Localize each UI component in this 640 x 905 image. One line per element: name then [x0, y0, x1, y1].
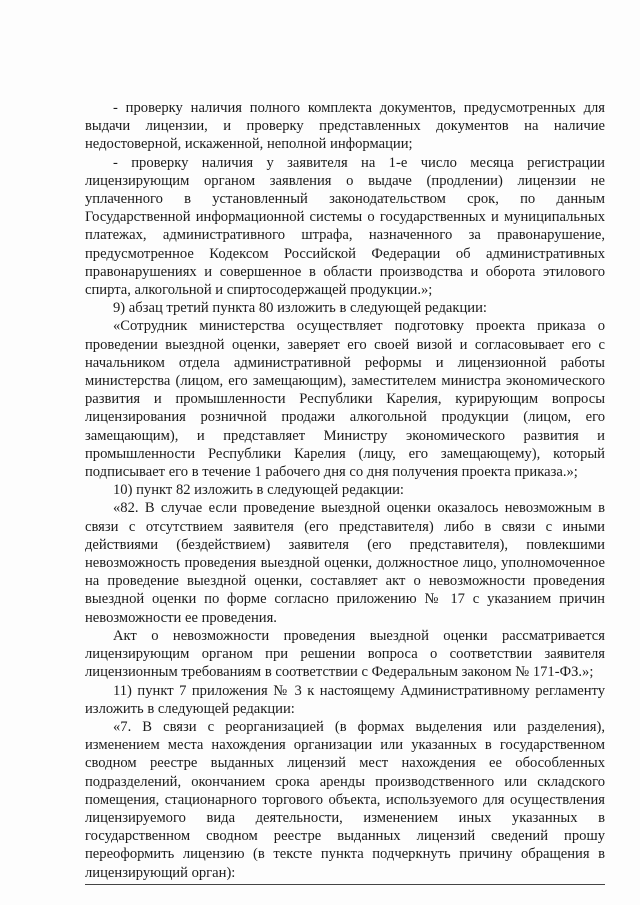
paragraph-act-review: Акт о невозможности проведения выездной оценки рассматривается лицензирующим органом при решении вопроса о соответствии заявителя лицензионным требованиям в соответствии с Федеральным законом № 171-ФЗ.»; — [85, 627, 605, 681]
document-body — [85, 99, 605, 882]
paragraph-item-11: 11) пункт 7 приложения № 3 к настоящему Административному регламенту изложить в следующей редакции: — [85, 682, 605, 717]
paragraph-item-10: 10) пункт 82 изложить в следующей редакции: — [113, 482, 404, 499]
paragraph-item-80-text: «Сотрудник министерства осуществляет подготовку проекта приказа о проведении выездной оценки, заверяет его своей визой и согласовывает его с начальником отдела административной реформы и лицензионной работы министерства (лицом, его замещающим), заместителем министра экономического развития и промышленности Республики Карелия, курирующим вопросы лицензирования розничной продажи алкогольной продукции (лицом, его замещающим), и представляет Министру экономического развития и промышленности Республики Карелия (лицу, его замещающему), который подписывает его в течение 1 рабочего дня со дня получения проекта приказа.»; — [85, 318, 605, 481]
paragraph-item-82-text: «82. В случае если проведение выездной оценки оказалось невозможным в связи с отсутствием заявителя (его представителя) либо в связи с иными действиями (бездействием) заявителя (его представителя), повлекшими невозможность проведения выездной оценки, должностное лицо, уполномоченное на проведение выездной оценки, составляет акт о невозможности проведения выездной оценки по форме согласно приложению № 17 с указанием причин невозможности ее проведения. — [85, 500, 605, 626]
underline-rule — [85, 884, 605, 885]
paragraph-item-9: 9) абзац третий пункта 80 изложить в следующей редакции: — [113, 300, 487, 317]
paragraph-document-check: - проверку наличия полного комплекта документов, предусмотренных для выдачи лицензии, и проверку представленных документов на наличие недостоверной, искаженной, неполной информации; — [85, 100, 605, 153]
paragraph-appendix-item-7: «7. В связи с реорганизацией (в формах выделения или разделения), изменением места нахождения организации или указанных в государственном сводном реестре выданных лицензий мест нахождения ее обособленных подразделений, окончанием срока аренды производственного или складского помещения, стационарного торгового объекта, используемого для осуществления лицензируемого вида деятельности, изменением иных указанных в государственном сводном реестре выданных лицензий сведений прошу переоформить лицензию (в тексте пункта подчеркнуть причину обращения в лицензирующий орган): — [85, 718, 605, 881]
paragraph-fine-check: - проверку наличия у заявителя на 1-е число месяца регистрации лицензирующим органом заявления о выдаче (продлении) лицензии не уплаченного в установленный законодательством срок, по данным Государственной информационной системы о государственных и муниципальных платежах, административного штрафа, назначенного за правонарушение, предусмотренное Кодексом Российской Федерации об административных правонарушениях и совершенное в области производства и оборота этилового спирта, алкогольной и спиртосодержащей продукции.»; — [85, 154, 605, 299]
